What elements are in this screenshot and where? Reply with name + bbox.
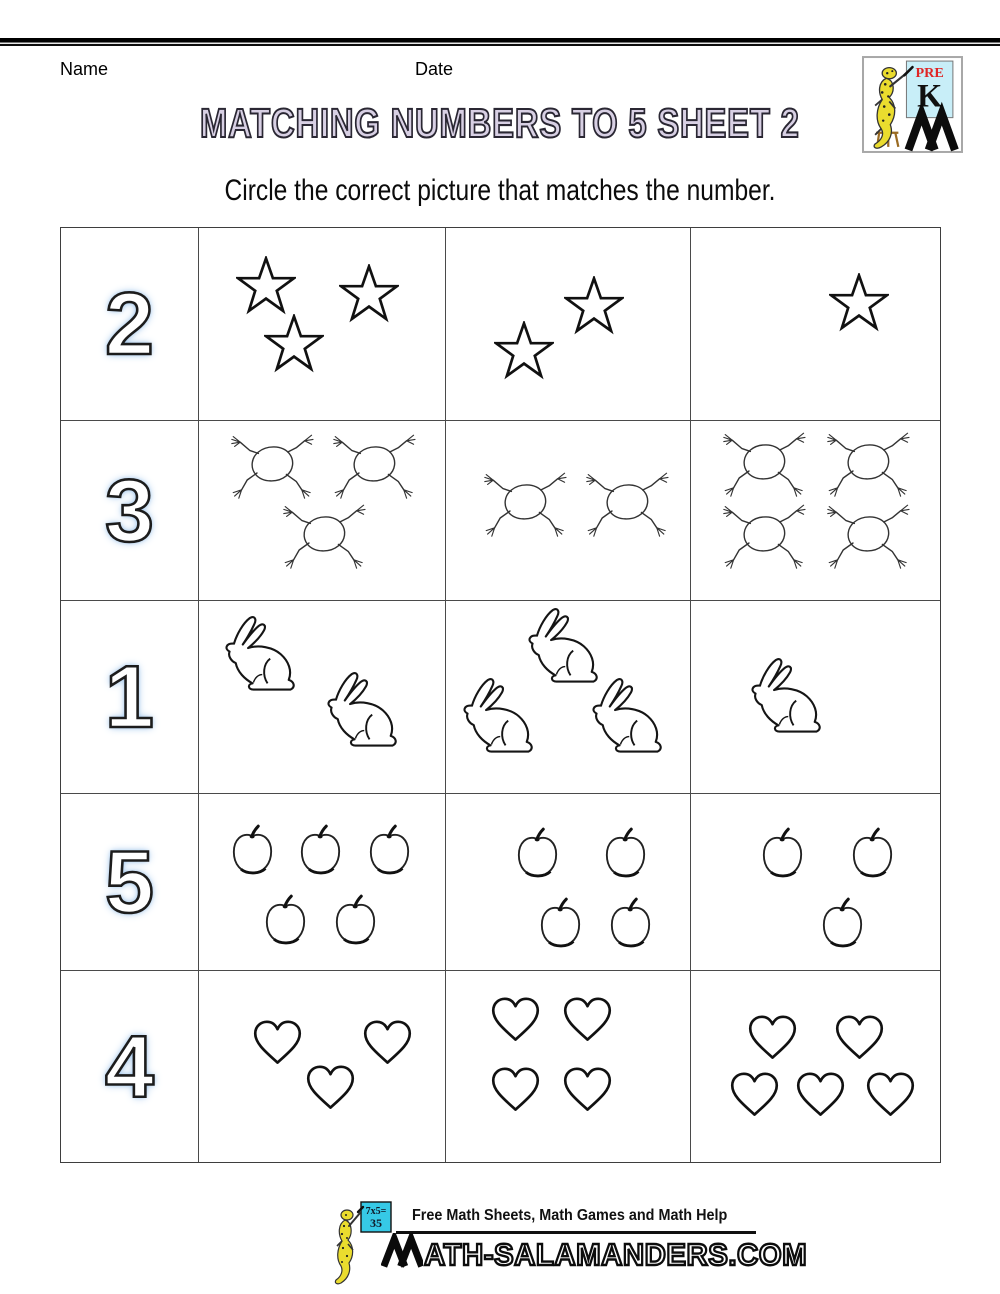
worksheet-table (60, 227, 941, 1163)
heart-icon (728, 1071, 781, 1119)
heart-icon (251, 1019, 304, 1067)
apple-icon (294, 824, 347, 880)
apple-icon (226, 824, 279, 880)
picture-cell-heart-3[interactable] (199, 971, 446, 1162)
star-icon (494, 321, 554, 381)
page-title: MATCHING NUMBERS TO 5 SHEET 2 (200, 100, 800, 146)
rabbit-icon (313, 667, 419, 757)
frog-icon (215, 431, 327, 501)
apple-icon (363, 824, 416, 880)
apple-icon (329, 894, 382, 950)
star-icon (564, 276, 624, 336)
rabbit-icon (211, 611, 317, 701)
footer-tagline: Free Math Sheets, Math Games and Math Help (412, 1207, 728, 1224)
heart-icon (794, 1071, 847, 1119)
frog-icon (707, 501, 819, 571)
row-number-cell (61, 421, 199, 601)
apple-icon (599, 827, 652, 883)
apple-icon (604, 897, 657, 953)
heart-icon (361, 1019, 414, 1067)
heart-icon (561, 1066, 614, 1114)
frog-icon (811, 429, 923, 499)
picture-cell-frog-3[interactable] (199, 421, 446, 601)
site-name: ATH-SALAMANDERS.COM (424, 1237, 808, 1272)
heart-icon (746, 1014, 799, 1062)
picture-cell-frog-2[interactable] (446, 421, 691, 601)
rabbit-icon (737, 653, 843, 743)
rabbit-icon (449, 673, 555, 763)
frog-icon (317, 431, 429, 501)
heart-icon (561, 996, 614, 1044)
picture-cell-star-2[interactable] (446, 228, 691, 421)
row-number: 4 (105, 1016, 154, 1116)
sign-line2: 35 (370, 1216, 382, 1230)
apple-icon (534, 897, 587, 953)
row-number-cell (61, 601, 199, 794)
picture-cell-frog-4[interactable] (691, 421, 940, 601)
star-icon (829, 273, 889, 333)
apple-icon (846, 827, 899, 883)
heart-icon (489, 1066, 542, 1114)
k-text: K (917, 77, 943, 114)
rabbit-icon (578, 673, 684, 763)
picture-cell-heart-4[interactable] (446, 971, 691, 1162)
row-number-cell (61, 971, 199, 1162)
apple-icon (511, 827, 564, 883)
star-icon (264, 314, 324, 374)
m-logo-icon (381, 1233, 423, 1269)
apple-icon (259, 894, 312, 950)
picture-cell-apple-4[interactable] (446, 794, 691, 971)
apple-icon (816, 897, 869, 953)
row-number: 2 (105, 274, 154, 373)
heart-icon (833, 1014, 886, 1062)
top-border-rule (0, 38, 1000, 46)
frog-icon (267, 501, 379, 571)
date-label: Date (415, 59, 454, 79)
picture-cell-heart-5[interactable] (691, 971, 940, 1162)
apple-icon (756, 827, 809, 883)
name-label: Name (60, 59, 109, 79)
frog-icon (811, 501, 923, 571)
instruction-text: Circle the correct picture that matches the number. (224, 174, 776, 207)
row-number-cell (61, 228, 199, 421)
picture-cell-star-3[interactable] (199, 228, 446, 421)
heart-icon (489, 996, 542, 1044)
row-number: 5 (105, 832, 154, 931)
picture-cell-rabbit-3[interactable] (446, 601, 691, 794)
row-number: 3 (105, 460, 154, 560)
picture-cell-star-1[interactable] (691, 228, 940, 421)
picture-cell-apple-5[interactable] (199, 794, 446, 971)
pre-text: PRE (915, 65, 944, 82)
frog-icon (707, 429, 819, 499)
frog-icon (468, 469, 580, 539)
picture-cell-rabbit-1[interactable] (691, 601, 940, 794)
row-number-cell (61, 794, 199, 971)
row-number: 1 (105, 647, 154, 746)
salamander-icon (335, 1207, 363, 1284)
star-icon (236, 256, 296, 316)
heart-icon (304, 1064, 357, 1112)
picture-cell-rabbit-2[interactable] (199, 601, 446, 794)
picture-cell-apple-3[interactable] (691, 794, 940, 971)
star-icon (339, 264, 399, 324)
heart-icon (864, 1071, 917, 1119)
sign-line1: 7x5= (365, 1206, 387, 1217)
frog-icon (570, 469, 682, 539)
footer-rule (396, 1231, 756, 1234)
